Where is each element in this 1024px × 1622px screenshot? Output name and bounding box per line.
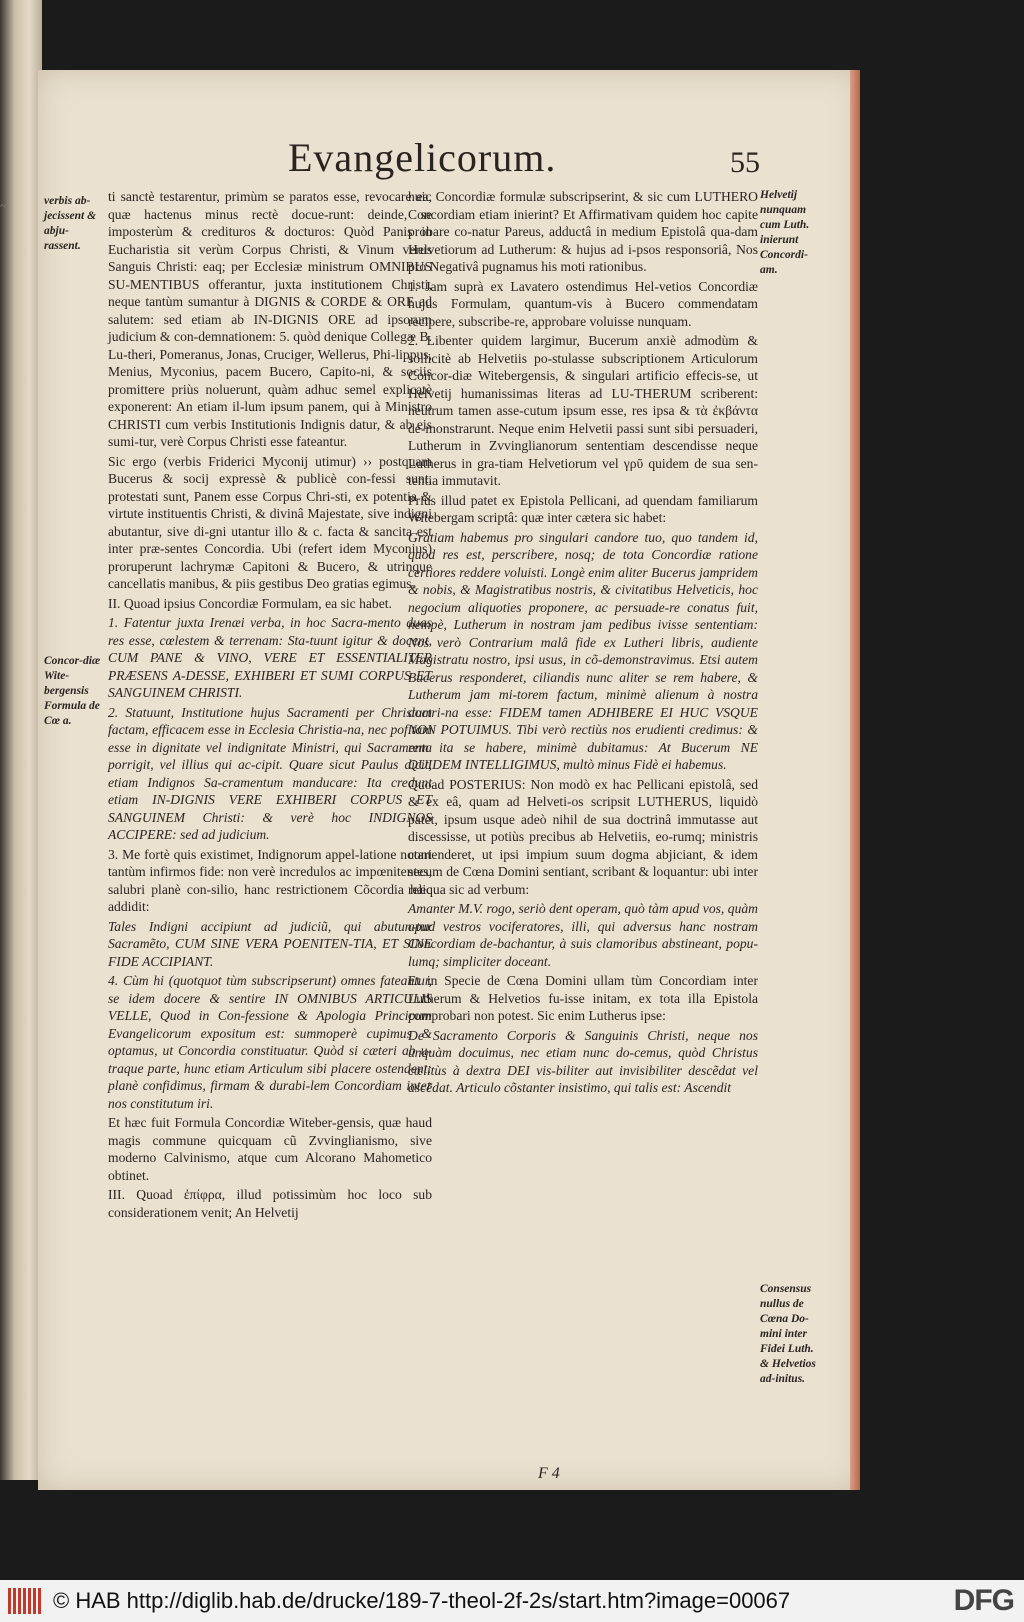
margin-note-left-2: Concor-diæ Wite-bergensis Formula de Cœ a. <box>44 655 101 727</box>
paragraph: 1. Fatentur juxta Irenæi verba, in hoc Sacra-mento duas res esse, cœlestem & terrenam: Sta-tuunt igitur & docent, CUM PANE & VINO, VERE ET ESSENTIALITER PRÆSENS A-DESSE, EXHIBERI ET SUMI CORPUS ET SANGUINEM CHRISTI. <box>108 615 432 700</box>
paragraph: Et in Specie de Cœna Domini ullam tùm Concordiam inter Lutherum & Helvetios fu-isse initam, ex tota illa Epistola comprobari non potest. Sic enim Lutherus ipse: <box>408 973 758 1023</box>
paragraph: 2. Libenter quidem largimur, Bucerum anxiè admodùm & sollicitè ab Helvetiis po-stulasse subscriptionem Articulorum Concor-diæ Witebergensis, & singulari artificio effecis-se, ut Helvetij humanissimas literas ad LU-THERUM scriberent: neutrum tamen asse-cutum ipsum esse, res ipsa & τὰ ἐκβάντα de-monstrarunt. Neque enim Helvetii passi sunt sibi persuaderi, Lutherum in Zvvinglianorum sententiam descendisse neque Lutherus in gra-tiam Helvetiorum vel γρῦ quidem de sua sen-tentia immutavit. <box>408 333 758 488</box>
copyright-link[interactable]: © HAB http://diglib.hab.de/drucke/189-7-theol-2f-2s/start.htm?image=00067 <box>53 1588 791 1613</box>
paragraph: 1. Jam suprà ex Lavatero ostendimus Hel-vetios Concordiæ hujus Formulam, quantum-vis à Bucero commendatam recipere, subscribe-re, approbare voluisse nunquam. <box>408 278 758 329</box>
margin-note-right-1: Helvetij nunquam cum Luth. inierunt Concordi-am. <box>760 189 810 276</box>
paragraph: Sic ergo (verbis Friderici Myconij utimur) ›› postquam Bucerus & socij expressè & publicè con-fessi sunt, protestati sunt, Panem esse Corpus Chri-sti, ex potentia & virtute instituentis Christi, & divinâ Majestate, sive indigni abutantur, sive di-gni utantur illo & c. facta & sancita est inter præ-sentes Concordia. Ubi (refert idem Myconius) proruperunt lachrymæ Capitoni & Bucero, & utrinque cancellatis manibus, & piis gestibus Deo gratias egimus. <box>108 453 432 591</box>
text-column-left <box>108 188 432 1223</box>
paragraph: De Sacramento Corporis & Sanguinis Christi, neque nos unquàm docuimus, nec etiam nunc do-cemus, quòd Christus cœlitùs à dextra DEI vis-biliter aut invisibiliter descẽdat vel ascẽdat. Articulo cõstanter insistimo, qui talis est: Ascendit <box>408 1027 758 1095</box>
margin-note-left-1: verbis ab-jecissent & abju-rassent. <box>44 195 97 252</box>
paragraph: Tales Indigni accipiunt ad judiciũ, qui abutun-tur Sacramẽto, CUM SINE VERA POENITEN-TIA, ET SINE FIDE ACCIPIANT. <box>108 918 432 969</box>
page-stack-edge <box>0 0 42 1480</box>
hab-logo-icon <box>8 1588 41 1614</box>
bleed-through-text: ~ <box>0 200 6 212</box>
folio-number: 55 <box>730 146 760 179</box>
scanned-page <box>38 70 860 1490</box>
dfg-logo: DFG <box>953 1584 1014 1617</box>
margin-note-right-2: Consensus nullus de Cœna Do-mini inter Fidei Luth. & Helvetios ad-initus. <box>760 1283 816 1385</box>
paragraph: huic Concordiæ formulæ subscripserint, & sic cum LUTHERO Concordiam etiam inierint? Et Affirmativam quidem hoc capite probare co-natur Pareus, adductâ in medium Epistolâ qua-dam Helvetiorum ad Lutherum: & hujus ad i-psos responsoriâ, Nos pro Negativâ pugnamus his moti rationibus. <box>408 189 758 274</box>
paragraph: Prius illud patet ex Epistola Pellicani, ad quendam familiarum Witebergam scriptâ: quæ inter cætera sic habet: <box>408 492 758 525</box>
signature-mark: F 4 <box>538 1465 560 1482</box>
paragraph: 2. Statuunt, Institutione hujus Sacramenti per Christum factam, efficacem esse in Ecclesia Christia-na, nec pofitam esse in dignitate vel indignitate Ministri, qui Sacramenta porrigit, vel illius qui ac-cipit. Quare sicut Paulus dicit, etiam Indignos Sa-cramentum manducare: Ita credunt etiam IN-DIGNIS VERE EXHIBERI CORPUS ET SANGUINEM Christi: & verè hoc INDIGNOS ACCIPERE: sed ad judicium. <box>108 704 432 842</box>
paragraph: 4. Cùm hi (quotquot tùm subscripserunt) omnes fateantur, se idem docere & sentire IN OMNIBUS ARTICULIS VELLE, Quod in Con-fessione & Apologia Principum Evangelicorum expositum est: summoperè cupimus & optamus, ut Concordia constituatur. Quòd si cæteri ab u-traque parte, hunc etiam Articulum sibi placere ostendent: planè confidimus, firmam & durabi-lem Concordiam inter nos constitutum iri. <box>108 973 432 1111</box>
paragraph: 3. Me fortè quis existimet, Indignorum appel-latione notari tantùm infirmos fide: non verè incredulos ac impœnitentes, salubri planè con-silio, hanc restrictionem Cõcordia hæc addidit: <box>108 846 432 914</box>
paragraph: ti sanctè testarentur, primùm se paratos esse, revocare ea, quæ hactenus minus rectè docue-runt: deinde, se imposterùm & credituros & docturos: Quòd Panis in Eucharistia sit verùm Corpus Christi, & Vinum verus Sanguis Christi: eaq; per Ecclesiæ ministrum OMNIBUS SU-MENTIBUS offerantur, juxta institutionem Christi, neque tantùm sumantur à DIGNIS & CORDE & ORE ad salutem: sed etiam ab IN-DIGNIS ORE ad ipsorum judicium & con-demnationem: 5. quòd denique Collegæ B. Lu-theri, Pomeranus, Jonas, Cruciger, Wellerus, Phi-lippus, Menius, Myconius, pacem Bucero, Capito-ni, & sociis promittere priùs noluerunt, quàm adhuc semel explicatè exponerent: An etiam il-lum ipsum panem, qui à Ministro CHRISTI cum verbis Institutionis Indignis datur, & ab eis sumi-tur, verè Corpus Christi esse fateantur. <box>108 189 432 449</box>
text-column-right <box>408 188 758 1099</box>
paragraph: Quoad POSTERIUS: Non modò ex hac Pellicani epistolâ, sed & ex eâ, quam ad Helveti-os scripsit LUTHERUS, liquidò patet, ipsum usque adeò nihil de sua doctrinâ immutasse aut discessisse, ut potiùs precibus ab Helvetiis, eo-rumq; ministris contenderet, ut ipsi impium suum dogma abjiciant, & idem secum de Cœna Domini sentiant, scribant & loquantur: ubi inter reliqua sic ad verbum: <box>408 776 758 897</box>
paragraph: Amanter M.V. rogo, seriò dent operam, quò tàm apud vos, quàm apud vestros vociferatores, illi, qui adversus hanc nostram Concordiam de-bachantur, à suis clamoribus abstineant, popu-lumq; simpliciter doceant. <box>408 901 758 969</box>
paragraph: Et hæc fuit Formula Concordiæ Witeber-gensis, quæ haud magis commune quicquam cũ Zvvinglianismo, sive moderno Calvinismo, atque cum Alcorano Mahometico obtinet. <box>108 1115 432 1183</box>
paragraph: Gratiam habemus pro singulari candore tuo, quo tandem id, quod res est, perscribere, nosq; de tota Concordiæ ratione certiores reddere voluisti. Longè enim aliter Bucerus jampridem & nobis, & Magistratibus nostris, & civitatibus Helveticis, hoc negocium aliquoties proponere, ac persuade-re conatus fuit, nempè, Lutherum in nostram jam pedibus ivisse sententiam: Nos verò Contrarium malâ fide ex Lutheri libris, audiente Magistratu nostro, ipsi usus, in cõ-demonstravimus. Etsi autem Bucerus responderet, ciliandis nunc aliter se rem habere, & Lutherum jam mi-torem factum, minimè alienum à nostra doctri-na esse: FIDEM tamen ADHIBERE EI HUC VSQUE NON POTUIMUS. Tibi verò rectiùs nos erudienti credimus: & rem ita se habere, minimè dubitamus: At Bucerum NE QUIDEM INTELLIGIMUS, multò minus Fidè ei habemus. <box>408 529 758 772</box>
paragraph: II. Quoad ipsius Concordiæ Formulam, ea sic habet. <box>108 595 392 611</box>
paragraph: III. Quoad ἐπίφρα, illud potissimùm hoc loco sub considerationem venit; An Helvetij <box>108 1187 432 1220</box>
viewer-footer <box>0 1580 1024 1622</box>
running-head: Evangelicorum. <box>288 135 557 180</box>
